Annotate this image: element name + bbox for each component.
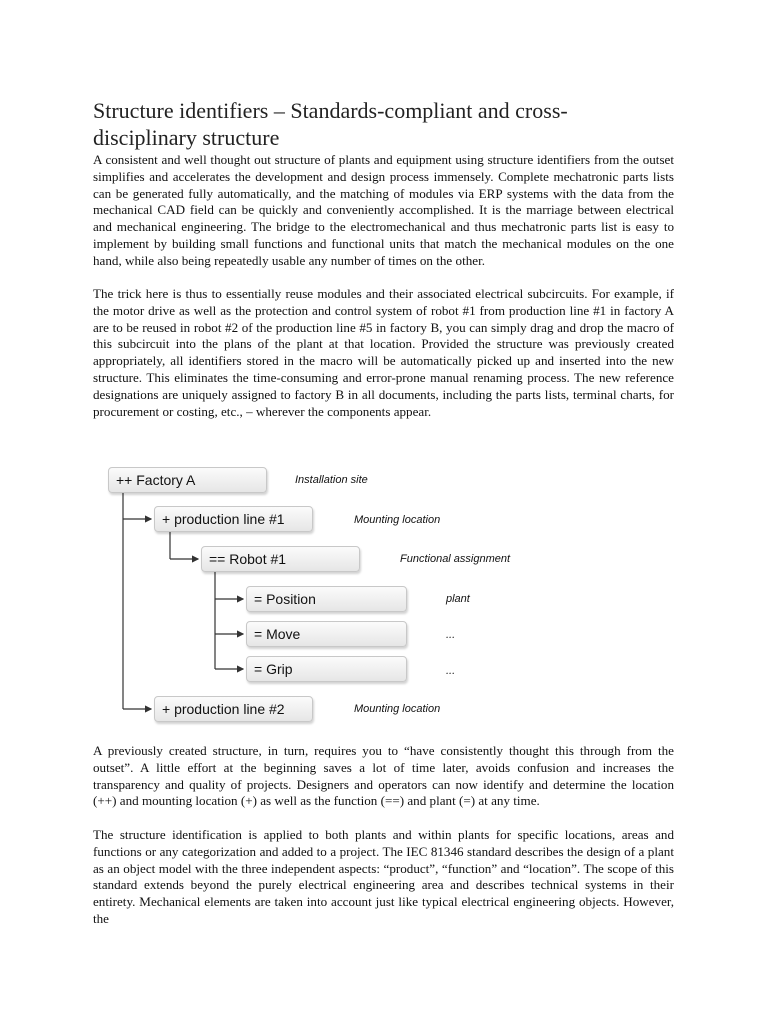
page-title: Structure identifiers – Standards-compliant and cross-disciplinary structure [93,98,568,150]
node-move: = Move [246,621,407,647]
paragraph-standard: The structure identification is applied to both plants and within plants for specific locations, areas and functions or any categorization and added to a project. The IEC 81346 standard describes the design of a plant as an object model with the three independent aspects: “product”, “function” and “location”. The scope of this standard extends beyond the purely electrical engineering area and describes technical systems in their entirety. Mechanical elements are taken into account just like typical electrical engineering objects. However, the [93,827,674,926]
node-robot-1: == Robot #1 [201,546,360,572]
paragraph-structure: A previously created structure, in turn, requires you to “have consistently thought this through from the outset”. A little effort at the beginning saves a lot of time later, avoids confusion and increases the transparency and quality of projects. Designers and operators can now identify and determine the location (++) and mounting location (+) as well as the function (==) and plant (=) at any time. [93,743,674,809]
label-grip-ellipsis: ... [446,665,456,677]
node-grip: = Grip [246,656,407,682]
paragraph-reuse: The trick here is thus to essentially reuse modules and their associated electrical subcircuits. For example, if the motor drive as well as the protection and control system of robot #1 from production line #1 in factory A are to be reused in robot #2 of the production line #5 in factory B, you can simply drag and drop the macro of this subcircuit into the plans of the plant at that location. Provided the structure was previously created appropriately, all identifiers stored in the macro will be automatically picked up and inserted into the new structure. This eliminates the time-consuming and error-prone manual renaming process. The new reference designations are uniquely assigned to factory B in all documents, including the parts lists, terminal charts, for procurement or costing, etc., – wherever the components appear. [93,286,674,419]
node-factory-a: ++ Factory A [108,467,267,493]
node-production-line-2: + production line #2 [154,696,313,722]
node-position: = Position [246,586,407,612]
label-move-ellipsis: ... [446,629,456,641]
label-plant: plant [446,593,470,605]
label-mounting-location-1: Mounting location [354,514,441,526]
label-installation-site: Installation site [295,474,368,486]
label-functional-assignment: Functional assignment [400,553,511,565]
paragraph-intro: A consistent and well thought out structure of plants and equipment using structure identifiers from the outset simplifies and accelerates the development and design process immensely. Complete mechatronic parts lists can be generated fully automatically, and the matching of modules via ERP systems with the data from the mechanical CAD field can be quickly and conveniently accomplished. It is the marriage between electrical and mechanical engineering. The bridge to the electromechanical and thus mechatronic parts list is easy to implement by building small functions and functional units that match the mechanical modules on the one hand, while also being repeatedly usable any number of times on the other. [93,152,674,268]
label-mounting-location-2: Mounting location [354,703,441,715]
node-production-line-1: + production line #1 [154,506,313,532]
structure-diagram [0,455,768,740]
